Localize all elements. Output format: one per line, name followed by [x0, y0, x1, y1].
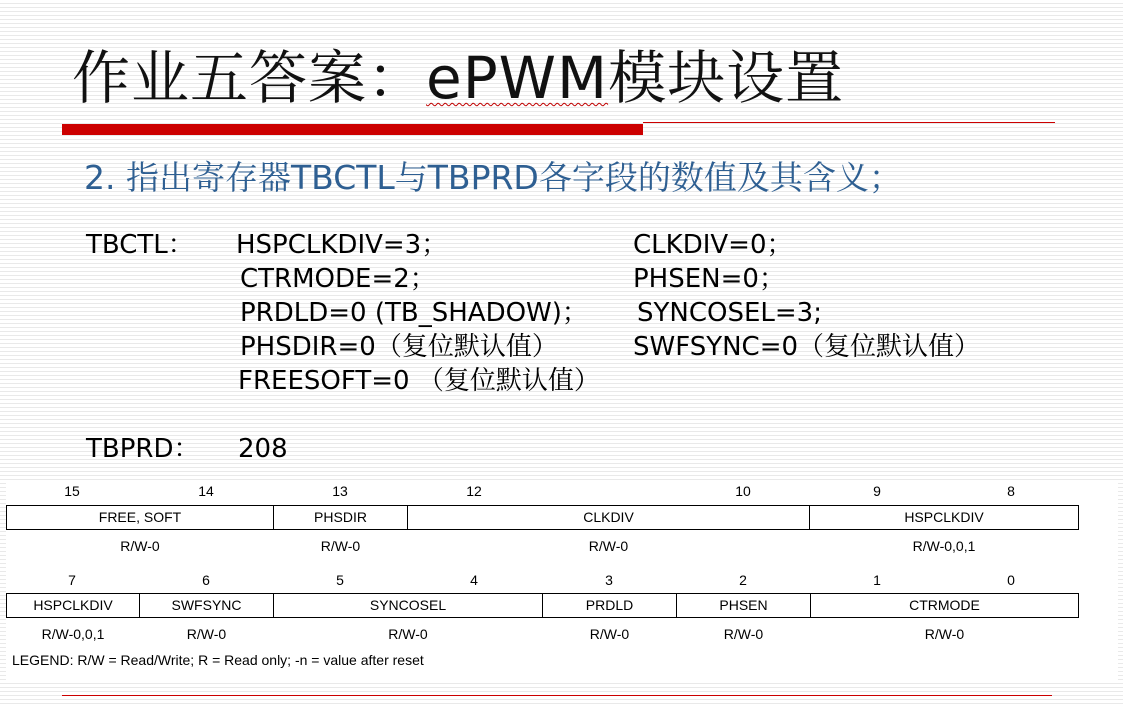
- access-syncosel: R/W-0: [388, 626, 428, 642]
- access-phsen: R/W-0: [723, 626, 764, 642]
- bit-number: 14: [198, 483, 214, 499]
- tbctl-syncosel: SYNCOSEL=3;: [637, 298, 822, 328]
- access-hspclkdiv-lower: R/W-0,0,1: [41, 626, 105, 642]
- title-rule-line: [643, 122, 1055, 123]
- access-ctrmode: R/W-0: [924, 626, 965, 642]
- field-prdld: PRDLD: [542, 593, 677, 618]
- bit-number: 7: [68, 572, 76, 588]
- field-clkdiv: CLKDIV: [407, 505, 810, 530]
- slide-title: [72, 38, 844, 118]
- tbctl-register-diagram: [6, 480, 1118, 680]
- tbctl-phsen: PHSEN=0；: [633, 264, 785, 294]
- slide-subtitle: 2. 指出寄存器TBCTL与TBPRD各字段的数值及其含义；: [84, 158, 902, 197]
- access-hspclkdiv-upper: R/W-0,0,1: [912, 538, 976, 554]
- access-swfsync: R/W-0: [186, 626, 227, 642]
- tbctl-clkdiv: CLKDIV=0；: [633, 230, 793, 260]
- tbctl-prdld: PRDLD=0 (TB_SHADOW)；: [240, 298, 588, 328]
- access-clkdiv: R/W-0: [588, 538, 629, 554]
- title-suffix: 模块设置: [608, 44, 845, 112]
- footer-rule-line: [62, 695, 1052, 696]
- field-ctrmode: CTRMODE: [810, 593, 1079, 618]
- tbctl-label: TBCTL：: [86, 230, 194, 260]
- bit-number: 8: [1007, 483, 1015, 499]
- access-phsdir: R/W-0: [320, 538, 361, 554]
- field-phsdir: PHSDIR: [273, 505, 408, 530]
- tbctl-swfsync: SWFSYNC=0（复位默认值）: [633, 332, 981, 362]
- field-hspclkdiv-lower: HSPCLKDIV: [6, 593, 140, 618]
- access-free-soft: R/W-0: [120, 538, 160, 554]
- title-accent-bar: [62, 124, 643, 135]
- bit-number: 4: [470, 572, 478, 588]
- bit-number: 15: [64, 483, 80, 499]
- bit-number: 13: [332, 483, 348, 499]
- field-swfsync: SWFSYNC: [139, 593, 274, 618]
- bit-number: 2: [739, 572, 747, 588]
- register-legend: LEGEND: R/W = Read/Write; R = Read only; -n = value after reset: [12, 652, 424, 668]
- tbctl-phsdir: PHSDIR=0（复位默认值）: [240, 332, 558, 362]
- title-prefix: 作业五答案：: [72, 44, 427, 112]
- field-free-soft: FREE, SOFT: [6, 505, 274, 530]
- tbctl-freesoft: FREESOFT=0 （复位默认值）: [238, 366, 600, 396]
- title-highlight: ePWM: [426, 44, 609, 112]
- field-syncosel: SYNCOSEL: [273, 593, 543, 618]
- field-phsen: PHSEN: [676, 593, 811, 618]
- bit-number: 6: [202, 572, 210, 588]
- field-hspclkdiv-upper: HSPCLKDIV: [809, 505, 1079, 530]
- access-prdld: R/W-0: [589, 626, 630, 642]
- bit-number: 12: [466, 483, 482, 499]
- bit-number: 1: [873, 572, 881, 588]
- bit-number: 3: [605, 572, 613, 588]
- bit-number: 10: [735, 483, 751, 499]
- tbctl-ctrmode: CTRMODE=2；: [240, 264, 436, 294]
- bit-number: 0: [1007, 572, 1015, 588]
- tbctl-hspclkdiv: HSPCLKDIV=3；: [236, 230, 448, 260]
- bit-number: 5: [336, 572, 344, 588]
- tbprd-label: TBPRD：: [86, 434, 200, 464]
- bit-number: 9: [873, 483, 881, 499]
- tbprd-value: 208: [238, 434, 288, 464]
